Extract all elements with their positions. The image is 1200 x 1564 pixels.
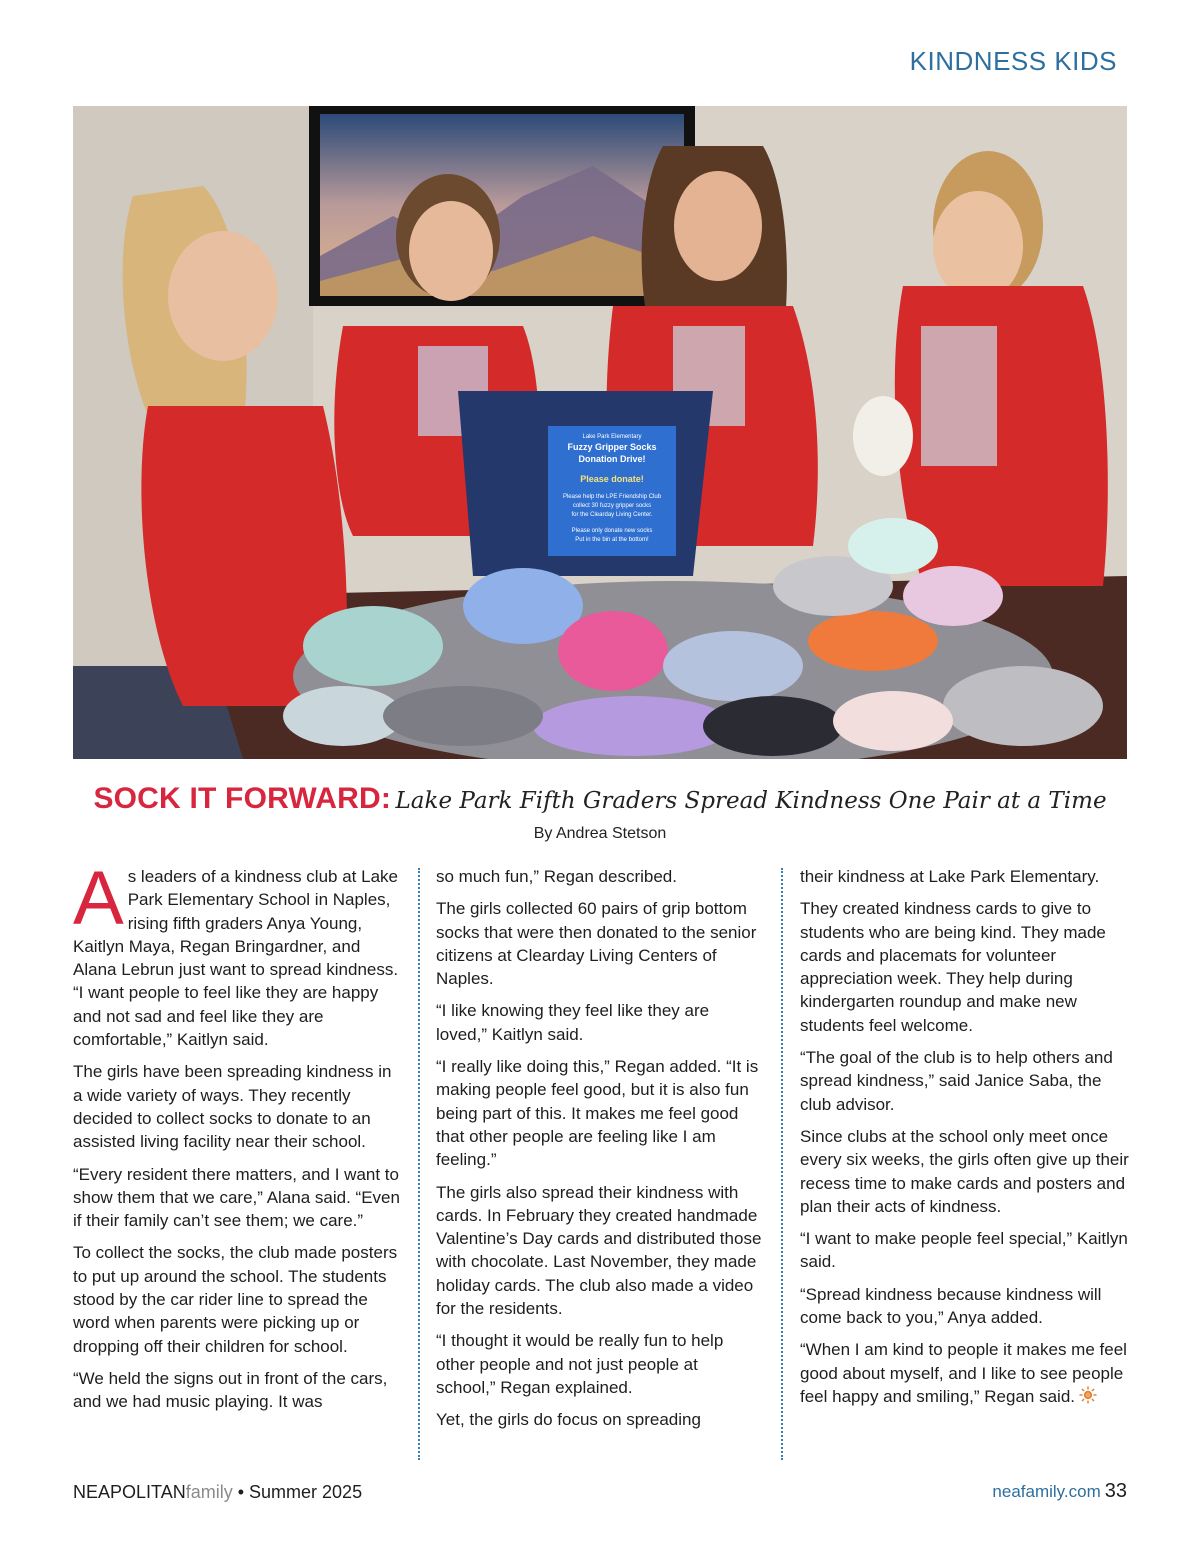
paragraph xyxy=(73,856,401,1051)
paragraph: Yet, the girls do focus on spreading xyxy=(436,1410,701,1430)
paragraph: “I thought it would be really fun to help other people and not just people at school,” Regan explained. xyxy=(436,1331,724,1397)
sign-line: Donation Drive! xyxy=(578,454,646,464)
column-divider xyxy=(418,868,420,1460)
paragraph: “The goal of the club is to help others and spread kindness,” said Janice Saba, the club advisor. xyxy=(800,1048,1113,1114)
paragraph xyxy=(800,1338,1130,1410)
sun-icon xyxy=(1079,1386,1097,1410)
footer-brand-suffix: family xyxy=(185,1482,233,1502)
sign-line: Please donate! xyxy=(580,474,644,484)
headline-kicker: SOCK IT FORWARD: xyxy=(93,782,392,815)
byline: By Andrea Stetson xyxy=(533,825,667,842)
paragraph-text: s leaders of a kindness club at Lake Park Elementary School in Naples, rising fifth graders Anya Young, Kaitlyn Maya, Regan Bringardner, and Alana Lebrun just want to spread kindness. “I want people to feel like they are happy and not sad and feel like they are comfortable,” Kaitlyn said. xyxy=(73,867,399,1050)
sign-line: Put in the bin at the bottom! xyxy=(575,537,649,543)
paragraph: “Spread kindness because kindness will come back to you,” Anya added. xyxy=(800,1284,1102,1328)
footer-publication xyxy=(73,1482,362,1503)
page-number: 33 xyxy=(1104,1480,1127,1502)
sign-line: Fuzzy Gripper Socks xyxy=(567,442,657,452)
headline-deck: Lake Park Fifth Graders Spread Kindness One Pair at a Time xyxy=(395,788,1107,814)
article-column-3 xyxy=(800,865,1130,1419)
paragraph-text: “When I am kind to people it makes me feel good about myself, and I like to see people feel happy and smiling,” Regan said. xyxy=(800,1340,1127,1406)
sign-line: collect 30 fuzzy gripper socks xyxy=(572,503,652,509)
photo-illustration xyxy=(73,106,1127,759)
column-divider xyxy=(781,868,783,1460)
sign-line: Please only donate new socks xyxy=(571,528,653,534)
article-headline xyxy=(0,782,1200,816)
paragraph: so much fun,” Regan described. xyxy=(436,867,677,886)
sign-line: for the Clearday Living Center. xyxy=(571,512,653,518)
paragraph: their kindness at Lake Park Elementary. xyxy=(800,867,1100,886)
sign-line: Lake Park Elementary xyxy=(582,434,642,440)
paragraph: Since clubs at the school only meet once every six weeks, the girls often give up their recess time to make cards and posters and plan their acts of kindness. xyxy=(800,1126,1129,1216)
article-photo xyxy=(73,106,1127,759)
paragraph: “I like knowing they feel like they are loved,” Kaitlyn said. xyxy=(436,1001,710,1044)
footer-brand: NEAPOLITAN xyxy=(73,1482,186,1502)
article-column-2 xyxy=(436,865,762,1441)
paragraph: The girls also spread their kindness with cards. In February they created handmade Valentine’s Day cards and distributed those with chocolate. Last November, they made holiday cards. The club also made a video for the residents. xyxy=(436,1182,762,1319)
paragraph: “Every resident there matters, and I want to show them that we care,” Alana said. “Even if their family can’t see them; we care.” xyxy=(73,1164,400,1231)
paragraph: They created kindness cards to give to students who are being kind. They made cards and placemats for volunteer appreciation week. They help during kindergarten roundup and make new students feel welcome. xyxy=(800,899,1106,1035)
paragraph: “I really like doing this,” Regan added. “It is making people feel good, but it is also fun being part of this. It makes me feel good that other people are feeling like I am feeling.” xyxy=(436,1057,759,1170)
article-column-1 xyxy=(73,856,401,1423)
sign-line: Please help the LPE Friendship Club xyxy=(562,494,662,500)
drop-cap: A xyxy=(73,856,124,941)
paragraph: The girls have been spreading kindness in a wide variety of ways. They recently decided to collect socks to donate to an assisted living facility near their school. xyxy=(73,1062,392,1152)
paragraph: The girls collected 60 pairs of grip bottom socks that were then donated to the senior citizens at Clearday Living Centers of Naples. xyxy=(436,899,757,989)
paragraph: To collect the socks, the club made posters to put up around the school. The students stood by the car rider line to spread the word when parents were picking up or dropping off their children for school. xyxy=(73,1243,398,1356)
tv-screen xyxy=(309,106,695,306)
paragraph: “We held the signs out in front of the cars, and we had music playing. It was xyxy=(73,1368,388,1412)
paragraph: “I want to make people feel special,” Kaitlyn said. xyxy=(800,1229,1128,1272)
sock-crate xyxy=(458,391,713,576)
footer-issue: • Summer 2025 xyxy=(232,1482,363,1502)
footer-page-info xyxy=(992,1480,1127,1503)
footer-url[interactable]: neafamily.com xyxy=(992,1482,1101,1501)
section-label: KINDNESS KIDS xyxy=(909,46,1117,76)
